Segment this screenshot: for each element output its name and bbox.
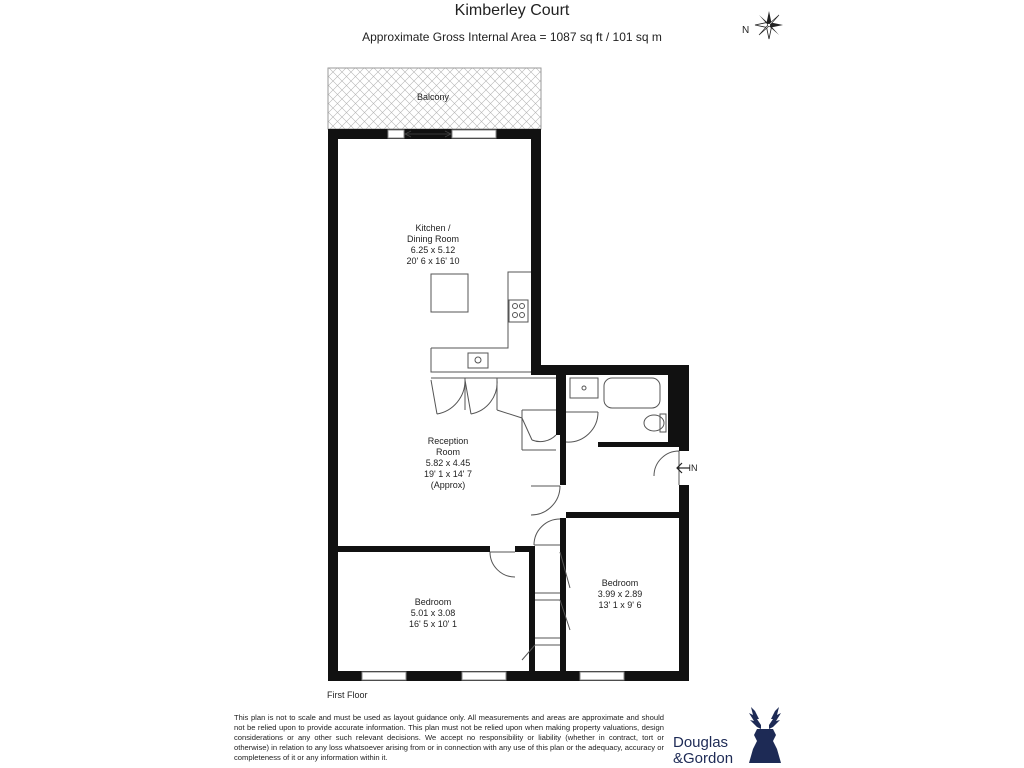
entrance-label: IN (688, 463, 698, 473)
north-label: N (742, 25, 750, 36)
gross-internal-area: Approximate Gross Internal Area = 1087 sq ft / 101 sq m (362, 30, 662, 44)
kitchen-metric: 6.25 x 5.12 (410, 245, 456, 255)
bedroom-1-label (409, 597, 457, 630)
interior-walls (338, 375, 679, 671)
floor-label: First Floor (327, 690, 368, 700)
kitchen-label (407, 223, 460, 267)
kitchen-imperial: 20' 6 x 16' 10 (406, 256, 460, 266)
kitchen-name: Kitchen / (415, 223, 451, 233)
balcony-label: Balcony (416, 92, 450, 102)
logo-line-2: &Gordon (673, 750, 734, 767)
logo-wordmark (673, 735, 733, 767)
douglas-gordon-logo (673, 705, 791, 765)
bedroom-1-name: Bedroom (414, 597, 452, 607)
kitchen-units (431, 272, 531, 372)
logo-line-1: Douglas (673, 734, 729, 751)
windows (362, 130, 624, 680)
doors (490, 412, 679, 577)
kitchen-name-2: Dining Room (406, 234, 460, 244)
bedroom-2-name: Bedroom (601, 578, 639, 588)
bedroom-2-imperial: 13' 1 x 9' 6 (598, 600, 642, 610)
plan-title: Kimberley Court (454, 2, 570, 19)
bathroom-fixtures (570, 378, 666, 432)
bedroom-2-metric: 3.99 x 2.89 (597, 589, 643, 599)
bedroom-1-imperial: 16' 5 x 10' 1 (409, 619, 457, 629)
bedroom-2-label (598, 578, 643, 611)
disclaimer-text: This plan is not to scale and must be used as layout guidance only. All measurements and areas are approximate and should not be relied upon to provide accurate information. This plan must not be relied upon when making property valuations, design considerations or any other such relevant decisions. We accept no responsibility or liability (whether in contract, tort or otherwise) in relation to any loss whatsoever arising from or in connection with any use of this plan or the adequacy, accuracy or completeness of it or any information within it. (234, 713, 664, 762)
bedroom-1-metric: 5.01 x 3.08 (410, 608, 456, 618)
reception-label (424, 436, 472, 491)
stag-icon (743, 705, 787, 765)
reception-name: Reception (427, 436, 469, 446)
reception-note: (Approx) (430, 480, 466, 490)
reception-metric: 5.82 x 4.45 (425, 458, 471, 468)
reception-name-2: Room (435, 447, 461, 457)
reception-imperial: 19' 1 x 14' 7 (424, 469, 472, 479)
